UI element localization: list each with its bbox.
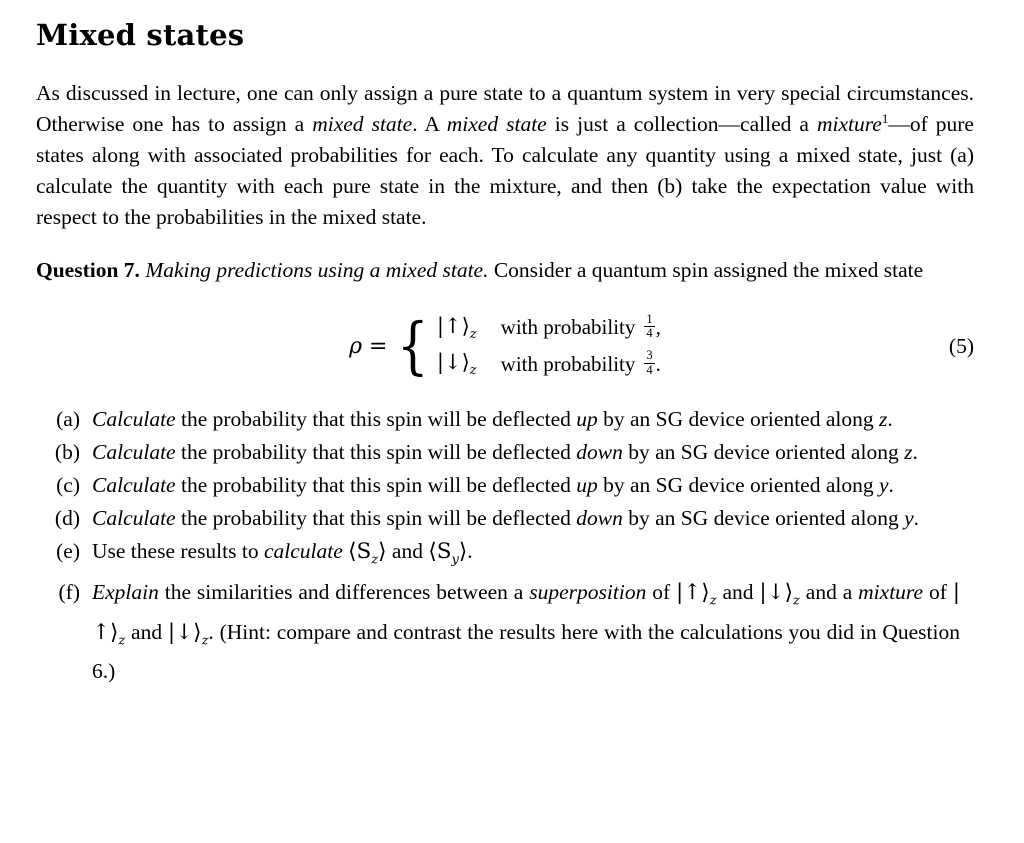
list-item (46, 536, 960, 575)
list-item (46, 577, 960, 687)
equation-body (349, 309, 661, 382)
ket-up-z: $|↑⟩_z$ (436, 313, 477, 342)
list-item (46, 437, 960, 468)
equation-cases (437, 314, 661, 378)
question-label: Question 7. (36, 258, 140, 282)
intro-paragraph: As discussed in lecture, one can only assign a pure state to a quantum system in very special circumstances. Otherwise one has to assign a mixed state. A mixed state is just a collection—called a mixture$^1$—of pure states along with associated probabilities for each. To calculate any quantity using a mixed state, just (a) calculate the quantity with each pure state in the mixture, and then (b) take the expectation value with respect to the probabilities in the mixed state. (36, 81, 974, 229)
question-title: Making predictions using a mixed state. (145, 258, 489, 282)
part-text: Explain the similarities and differences between a superposition of $|↑⟩_z$ and $|↓⟩_z$ and a mixture of $|↑⟩_z$ and $|↓⟩_z$. (Hint: compare and contrast the results here with the calculations you did in Question 6.) (92, 580, 960, 683)
part-text: Calculate the probability that this spin will be deflected up by an SG device oriented along z. (92, 407, 893, 431)
question-leadin: Consider a quantum spin assigned the mixed state (493, 258, 924, 282)
list-item (46, 470, 960, 501)
part-text: Use these results to calculate $⟨S_z⟩$ and $⟨S_y⟩$. (92, 539, 473, 568)
probability-fraction: $\frac{1}{4}$ (646, 312, 653, 341)
left-brace-glyph: { (397, 309, 429, 382)
equation-lhs: ρ = (349, 333, 388, 359)
case-punctuation: . (655, 351, 661, 376)
part-text: Calculate the probability that this spin will be deflected up by an SG device oriented along y. (92, 473, 894, 497)
list-item (46, 503, 960, 534)
question-parts-list (36, 404, 974, 687)
part-marker: (a) (56, 407, 80, 431)
part-marker: (d) (54, 506, 80, 530)
equation-case-row (437, 314, 661, 342)
equation-number: (5) (948, 333, 974, 358)
probability-fraction: $\frac{3}{4}$ (646, 348, 653, 377)
probability-label: with probability (500, 315, 636, 340)
list-item (46, 404, 960, 435)
equation-block (36, 308, 974, 384)
question-paragraph (36, 255, 974, 286)
part-marker: (b) (54, 440, 80, 464)
ket-down-z: $|↓⟩_z$ (436, 350, 477, 379)
probability-label: with probability (500, 351, 636, 376)
part-marker: (c) (56, 473, 80, 497)
part-text: Calculate the probability that this spin will be deflected down by an SG device oriented along y. (92, 506, 919, 530)
part-marker: (e) (56, 539, 80, 563)
part-text: Calculate the probability that this spin will be deflected down by an SG device oriented along z. (92, 440, 918, 464)
case-punctuation: , (655, 315, 661, 340)
part-marker: (f) (58, 580, 80, 605)
equation-case-row (437, 350, 661, 378)
page-title: Mixed states (36, 18, 245, 52)
